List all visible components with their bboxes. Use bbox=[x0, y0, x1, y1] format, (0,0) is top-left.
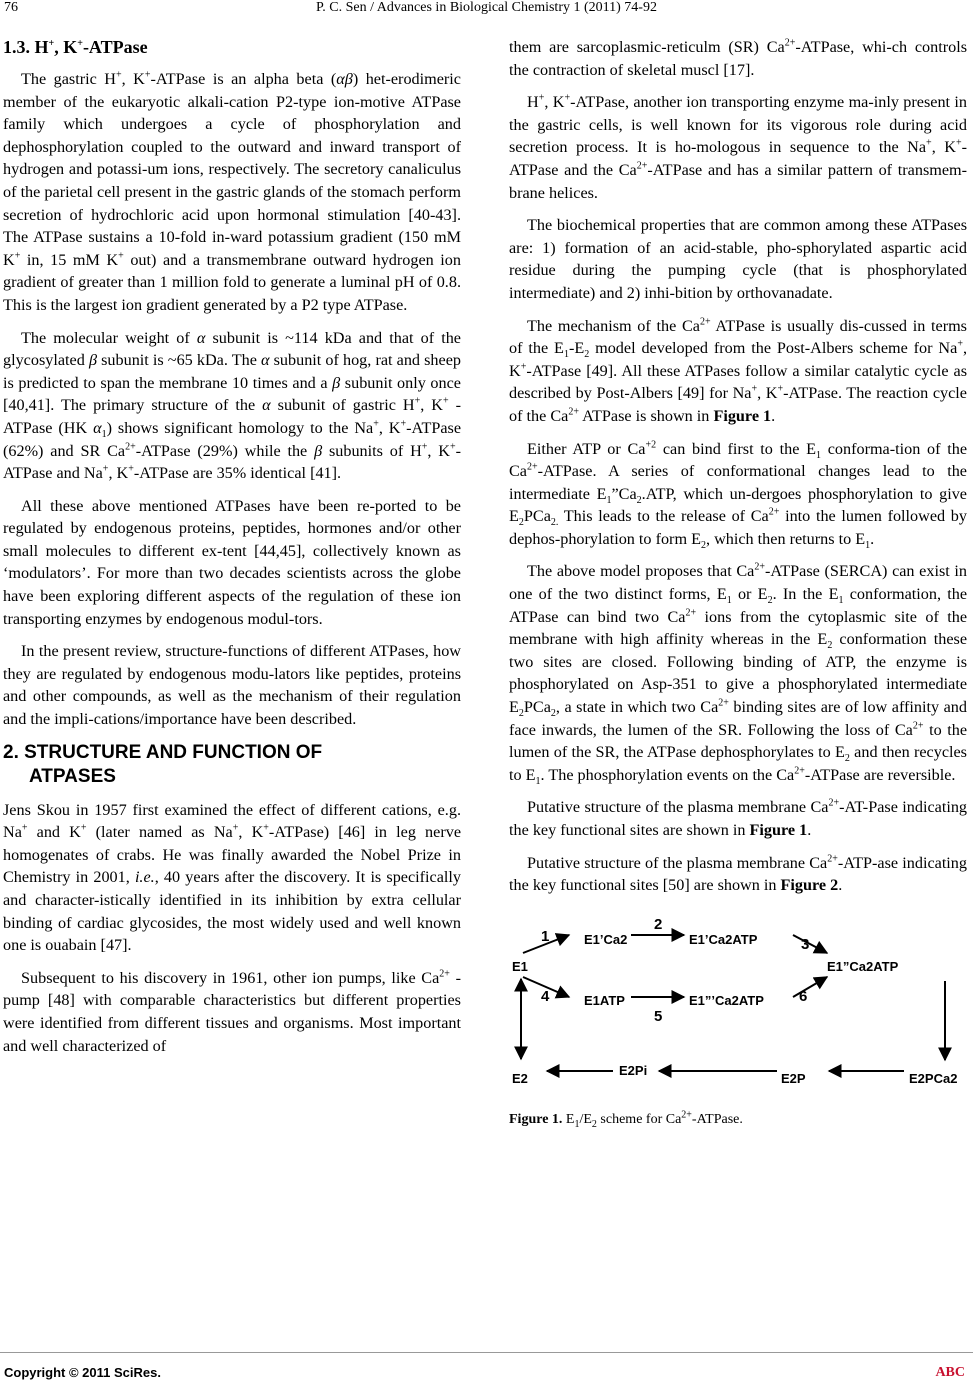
paragraph: The mechanism of the $Ca^{2+}$ ATPase is usually dis-cussed in terms of the $E_1-E_2$ model developed from the Post-Albers scheme for Na+, K+-ATPase [49]. All these ATPases follow a similar catalytic cycle as described by Post-Albers [49] for Na+, K+-ATPase. The reaction cycle of the $Ca^{2+}$ ATPase is shown in Figure 1. bbox=[509, 316, 967, 425]
page-number: 76 bbox=[4, 0, 18, 15]
paragraph: Putative structure of the plasma membrane $Ca^{2+}-AT$-Pase indicating the key functional sites are shown in Figure 1. bbox=[509, 798, 968, 839]
node-e1-ca2: E1’Ca2 bbox=[584, 931, 628, 947]
step-label: 4 bbox=[541, 987, 550, 1005]
paragraph: them are sarcoplasmic-reticulm (SR) $Ca^{2+}$-ATPase, whi-ch controls the contraction of skeletal muscl [17]. bbox=[509, 37, 967, 79]
right-column bbox=[509, 36, 967, 1131]
paragraph: Putative structure of the plasma membrane $Ca^{2+}-ATP$-ase indicating the key functional sites [50] are shown in Figure 2. bbox=[509, 853, 967, 895]
paragraph: The above model proposes that $Ca^{2+}$-ATPase (SERCA) can exist in one of the two distinct forms, $E_1$ or $E_2$. In the $E_1$ conformation, the ATPase can bind two $Ca^{2+}$ ions from the cytoplasmic site of the membrane with high affinity whereas in the $E_2$ conformation these two sites are closed. Following binding of ATP, the enzyme is phosphorylated on Asp-351 to give a phosphorylated intermediate $E_2PCa_2$, a state in which two $Ca^{2+}$ binding sites are of low affinity and face inwards, the lumen of the SR. Following the loss of $Ca^{2+}$ to the lumen of the SR, the ATPase dephosphorylates to $E_2$ and then recycles to $E_1$. The phosphorylation events on the $Ca^{2+}$-ATPase are reversible. bbox=[509, 562, 968, 788]
running-head: P. C. Sen / Advances in Biological Chemistry 1 (2011) 74-92 bbox=[316, 0, 657, 15]
paragraph: The biochemical properties that are common among these ATPases are: 1) formation of an acid-stable, pho-sphorylated aspartic acid residue during the pumping cycle (that is phosphorylated intermediate) and 2) inhi-bition by orthovanadate. bbox=[509, 216, 967, 302]
node-e2-pi: E2Pi bbox=[619, 1062, 648, 1078]
paragraph: The molecular weight of α subunit is ~114 kDa and that of the glycosylated β subunit is ~65 kDa. The α subunit of hog, rat and sheep is predicted to span the membrane 10 times and a β subunit only once [40,41]. The primary structure of the α subunit of gastric H+, K+ -ATPase (HK $\alpha_1$) shows significant homology to the Na+, K+-ATPase (62%) and SR $Ca^{2+}$-ATPase (29%) while the β subunits of H+, K+-ATPase and Na+, K+-ATPase are 35% identical [41]. bbox=[3, 328, 462, 483]
step-label: 1 bbox=[541, 927, 550, 945]
publisher-logo: ABC bbox=[935, 1365, 965, 1380]
node-e1-ca2-atp: E1’Ca2ATP bbox=[689, 931, 758, 947]
node-e2pca2: E2PCa2 bbox=[909, 1070, 958, 1086]
node-e2: E2 bbox=[512, 1070, 528, 1086]
copyright: Copyright © 2011 SciRes. bbox=[4, 1365, 161, 1380]
node-e1: E1 bbox=[512, 958, 528, 974]
page-footer bbox=[4, 1365, 965, 1385]
e1-e2-scheme-diagram bbox=[509, 919, 967, 1109]
paragraph: Subsequent to his discovery in 1961, other ion pumps, like $Ca^{2+}$ -pump [48] with comparable characteristics but different properties were identified from different tissues and organisms. Most important and well characterized of bbox=[3, 968, 462, 1055]
paragraph: Either ATP or $Ca^{+2}$ can bind first to the $E_1$ conforma-tion of the $Ca^{2+}$-ATPase. A series of conformational changes lead to the intermediate $E_1”Ca_2.ATP$, which un-dergoes phosphorylation to give $E_2PCa_{2.}$ This leads to the release of $Ca^{2+}$ into the lumen followed by dephos-phorylation to form $E_2$, which then returns to $E_1$. bbox=[509, 439, 968, 552]
figure-1-scheme bbox=[509, 919, 967, 1109]
left-column bbox=[3, 36, 461, 1067]
footer-rule bbox=[0, 1352, 973, 1353]
paragraph: In the present review, structure-functions of different ATPases, how they are regulated by endogenous modu-lators like peptides, proteins and other compounds, as well as the mechanism of their regulation and the impli-cations/importance have been described. bbox=[3, 642, 461, 729]
paragraph: Jens Skou in 1957 first examined the effect of different cations, e.g. Na+ and K+ (later named as Na+, K+-ATPase) [46] in leg nerve homogenates of crabs. He was finally awarded the Nobel Prize in Chemistry in 2001, i.e., 40 years after the discovery. It is specifically and character-istically identified in its inhibition by extra cellular binding of cardiac glycosides, the most widely used and well known one is ouabain [47]. bbox=[3, 800, 462, 955]
node-e1pp-ca2-atp: E1”Ca2ATP bbox=[827, 958, 899, 974]
step-label: 5 bbox=[654, 1007, 663, 1025]
node-e2p: E2P bbox=[781, 1070, 806, 1086]
step-label: 2 bbox=[654, 918, 663, 933]
paragraph: H+, K+-ATPase, another ion transporting enzyme ma-inly present in the gastric cells, is well known for its vigorous role during acid secretion process. It is ho-mologous in sequence to the Na+, K+-ATPase and the $Ca^{2+}$-ATPase and has a similar pattern of transmem-brane helices. bbox=[509, 92, 967, 202]
paragraph: All these above mentioned ATPases have been re-ported to be regulated by endogenous proteins, peptides, hormones and/or other small molecules to different ex-tent [44,45], collectively known as ‘modulators’. For more than two decades scientists across the globe have been exploring different aspects of the regulation of these ion transporting enzymes by endogenous modul-tors. bbox=[3, 496, 461, 628]
section-heading-2: 2. STRUCTURE AND FUNCTION OF ATPASES bbox=[3, 741, 323, 787]
paragraph: The gastric H+, K+-ATPase is an alpha beta (αβ) het-erodimeric member of the eukaryotic alkali-cation P2-type ion-motive ATPase family which undergoes a cycle of phosphorylation and dephosphorylation coupled to the outward and inward transport of hydrogen and potassi-um ions, respectively. The secretory canaliculus of the parietal cell present in the gastric glands of the stomach perform secretion of hydrochloric acid upon hormonal stimulation [40-43]. The ATPase sustains a 10-fold in-ward potassium gradient (150 mM K+ in, 15 mM K+ out) and a transmembrane outward hydrogen ion gradient of greater than 1 million fold to generate a luminal pH of 0.8. This is the largest ion gradient generated by a P2 type ATPase. bbox=[3, 69, 461, 314]
figure-caption: Figure 1. $E_1/E_2$ scheme for $Ca^{2+}$-ATPase. bbox=[509, 1109, 743, 1130]
step-label: 3 bbox=[801, 935, 810, 953]
running-header bbox=[0, 0, 973, 22]
step-label: 6 bbox=[799, 987, 808, 1005]
node-e1ppp-ca2-atp: E1”’Ca2ATP bbox=[689, 992, 764, 1008]
node-e1-atp: E1ATP bbox=[584, 992, 625, 1008]
section-heading-1-3: 1.3. H+, K+-ATPase bbox=[3, 37, 148, 57]
